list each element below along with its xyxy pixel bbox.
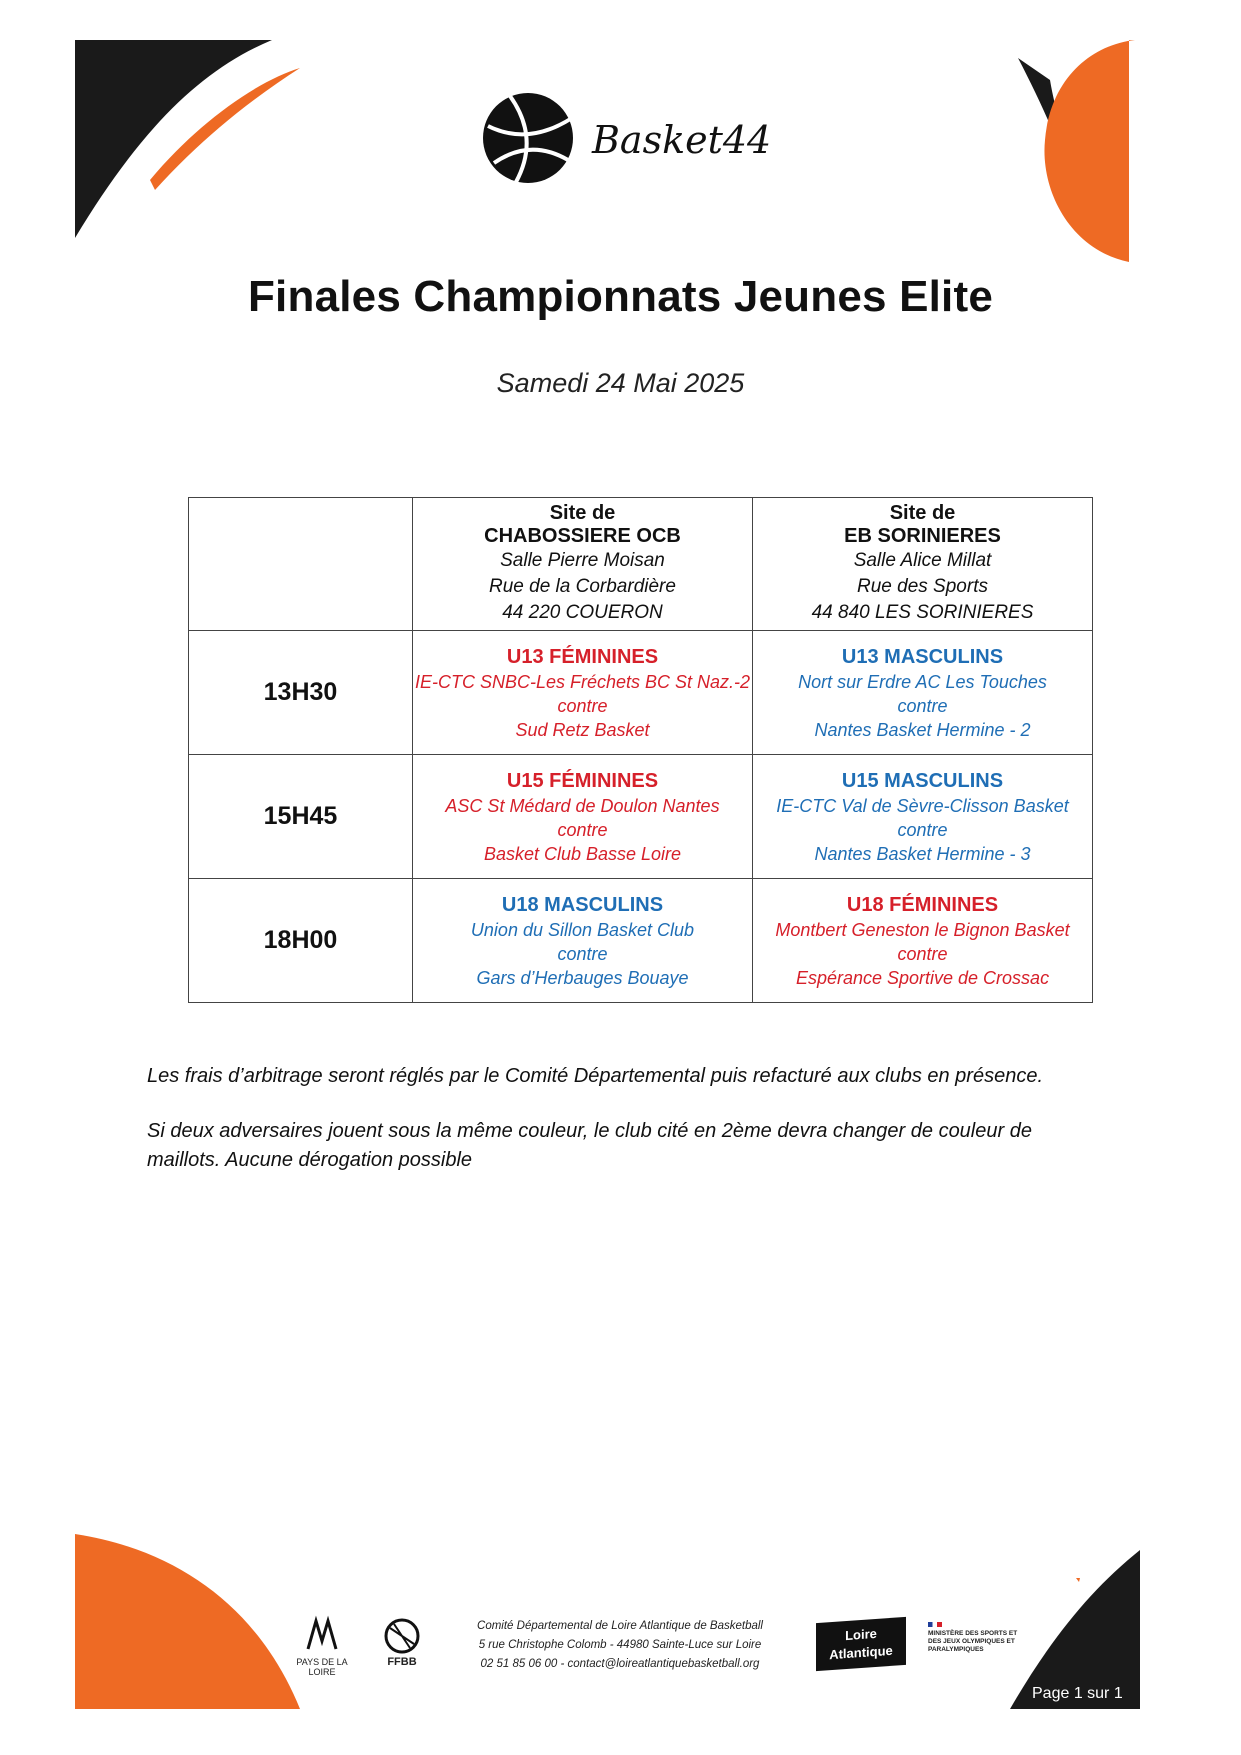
match-cell — [753, 631, 1093, 755]
match-cell — [753, 755, 1093, 879]
versus: contre — [557, 943, 608, 964]
ffbb-logo — [378, 1618, 426, 1668]
footer-org: Comité Départemental de Loire Atlantique de Basketball — [477, 1620, 763, 1632]
loire-atlantique-text: Loire Atlantique — [829, 1625, 893, 1663]
site-street: Rue de la Corbardière — [489, 576, 676, 597]
versus: contre — [557, 695, 608, 716]
team-away: Basket Club Basse Loire — [483, 843, 682, 864]
match-row — [189, 755, 1093, 879]
basket44-logo — [480, 88, 772, 196]
region-emblem-icon — [302, 1615, 342, 1655]
top-left-decoration — [0, 0, 320, 260]
team-home: Montbert Geneston le Bignon Basket — [775, 919, 1070, 940]
page-number: Page 1 sur 1 — [1032, 1685, 1123, 1702]
loire-atlantique-logo — [816, 1617, 906, 1671]
team-away: Nantes Basket Hermine - 3 — [814, 843, 1031, 864]
header-row — [189, 498, 1093, 631]
versus: contre — [897, 819, 948, 840]
footer-street: 5 rue Christophe Colomb - 44980 Sainte-Luce sur Loire — [478, 1639, 762, 1651]
team-home: Union du Sillon Basket Club — [470, 919, 695, 940]
ffbb-ball-icon — [384, 1618, 420, 1654]
ministere-logo — [928, 1622, 1018, 1654]
bottom-right-decoration — [1000, 1540, 1241, 1755]
logo-text: Basket44 — [592, 118, 772, 162]
team-home: ASC St Médard de Doulon Nantes — [445, 795, 720, 816]
category: U18 FÉMININES — [846, 893, 999, 916]
time-slot: 15H45 — [189, 755, 413, 879]
site-city: 44 220 COUERON — [502, 602, 663, 623]
category: U18 MASCULINS — [501, 893, 664, 916]
page-title: Finales Championnats Jeunes Elite — [247, 272, 994, 321]
event-date: Samedi 24 Mai 2025 — [496, 368, 745, 398]
category: U15 MASCULINS — [841, 769, 1004, 792]
match-cell — [413, 879, 753, 1003]
time-slot: 13H30 — [189, 631, 413, 755]
category: U15 FÉMININES — [506, 769, 659, 792]
site-header-2 — [753, 498, 1093, 631]
match-cell — [753, 879, 1093, 1003]
team-home: Nort sur Erdre AC Les Touches — [798, 671, 1047, 692]
schedule-table — [188, 497, 1093, 1003]
team-away: Sud Retz Basket — [515, 719, 650, 740]
match-cell — [413, 755, 753, 879]
match-row — [189, 631, 1093, 755]
site-header-1 — [413, 498, 753, 631]
site-prefix: Site de — [889, 502, 956, 524]
site-city: 44 840 LES SORINIERES — [811, 602, 1034, 623]
site-name: CHABOSSIERE OCB — [484, 525, 681, 547]
site-prefix: Site de — [549, 502, 616, 524]
team-home: IE-CTC Val de Sèvre-Clisson Basket — [776, 795, 1069, 816]
site-street: Rue des Sports — [857, 576, 988, 597]
site-hall: Salle Pierre Moisan — [500, 550, 665, 571]
match-row — [189, 879, 1093, 1003]
ministere-text: MINISTÈRE DES SPORTS ET DES JEUX OLYMPIQUES ET PARALYMPIQUES — [928, 1630, 1018, 1653]
french-flag-icon — [928, 1622, 942, 1627]
versus: contre — [557, 819, 608, 840]
versus: contre — [897, 943, 948, 964]
empty-corner-cell — [189, 498, 413, 631]
team-away: Espérance Sportive de Crossac — [795, 967, 1050, 988]
versus: contre — [897, 695, 948, 716]
pays-de-la-loire-logo — [286, 1615, 358, 1677]
team-home: IE-CTC SNBC-Les Fréchets BC St Naz.-2 — [414, 671, 751, 692]
category: U13 MASCULINS — [841, 645, 1004, 668]
top-right-decoration — [890, 0, 1241, 270]
footer-address — [440, 1617, 800, 1674]
ffbb-text: FFBB — [387, 1656, 417, 1668]
footer-contact: 02 51 85 06 00 - contact@loireatlantiquebasketball.org — [480, 1658, 760, 1670]
team-away: Nantes Basket Hermine - 2 — [814, 719, 1031, 740]
category: U13 FÉMININES — [506, 645, 659, 668]
note-jersey-color: Si deux adversaires jouent sous la même couleur, le club cité en 2ème devra changer de couleur de maillots. Aucune dérogation possible — [147, 1120, 1032, 1171]
site-name: EB SORINIERES — [844, 525, 1001, 547]
note-refereeing-fees: Les frais d’arbitrage seront réglés par le Comité Départemental puis refacturé aux clubs en présence. — [147, 1065, 1044, 1087]
site-hall: Salle Alice Millat — [853, 550, 992, 571]
match-cell — [413, 631, 753, 755]
team-away: Gars d’Herbauges Bouaye — [476, 967, 689, 988]
pays-de-la-loire-text: PAYS DE LA LOIRE — [296, 1657, 348, 1677]
time-slot: 18H00 — [189, 879, 413, 1003]
